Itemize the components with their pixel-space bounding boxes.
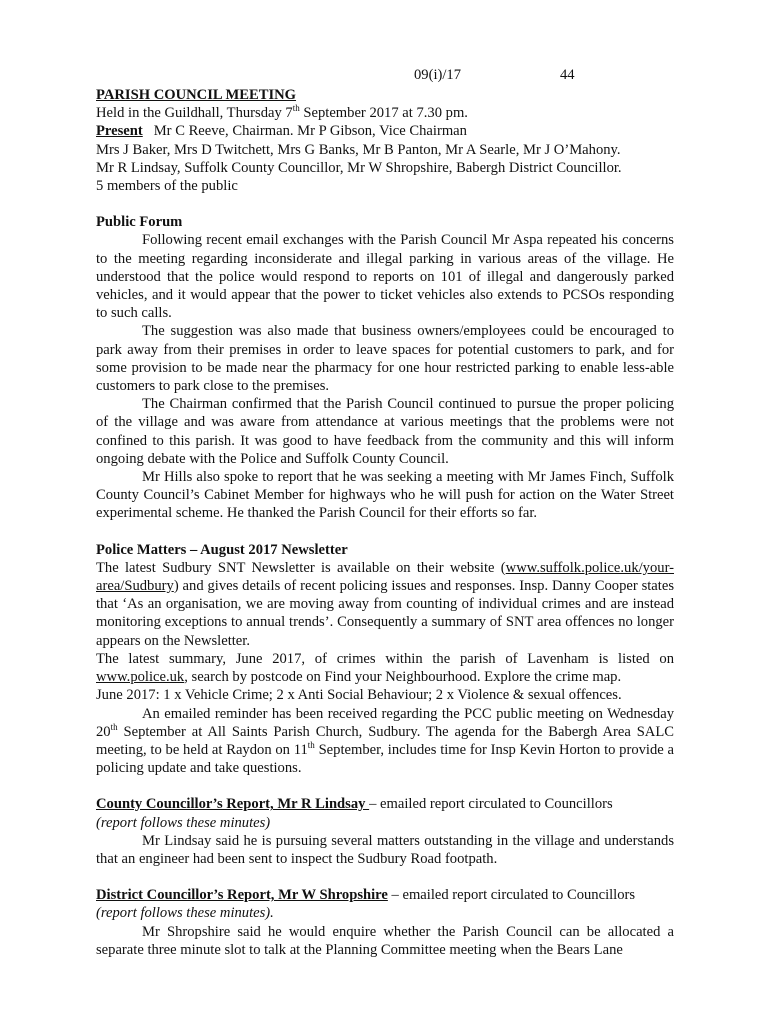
present-line: Present Mr C Reeve, Chairman. Mr P Gibson, Vice Chairman: [96, 123, 467, 140]
page-number: 44: [560, 67, 575, 83]
meeting-details: Held in the Guildhall, Thursday 7th September 2017 at 7.30 pm.: [96, 103, 468, 122]
public-forum-paragraph: The suggestion was also made that business owners/employees could be encouraged to park away from their premises in order to leave spaces for potential customers to park, and for some provision to be made near the pharmacy for one hour restricted parking to enable less-able customers to park close to the premises.: [96, 323, 674, 395]
police-newsletter-paragraph: The latest Sudbury SNT Newsletter is available on their website (www.suffolk.police.uk/your-area/Sudbury) and gives details of recent policing issues and responses. Insp. Danny Cooper states that ‘As an organisation, we are moving away from counting of individual crimes and are instead monitoring exceptions to annual trends’. Consequently a summary of SNT area offences no longer appears on the Newsletter.: [96, 559, 674, 649]
crime-figures: June 2017: 1 x Vehicle Crime; 2 x Anti Social Behaviour; 2 x Violence & sexual offences.: [96, 687, 622, 704]
district-report-paragraph: Mr Shropshire said he would enquire whether the Parish Council can be allocated a separate three minute slot to talk at the Planning Committee meeting when the Bears Lane: [96, 923, 674, 958]
police-uk-link[interactable]: www.police.uk: [96, 669, 185, 686]
present-line-2: Mrs J Baker, Mrs D Twitchett, Mrs G Banks, Mr B Panton, Mr A Searle, Mr J O’Mahony.: [96, 141, 621, 158]
suffolk-police-link[interactable]: www.suffolk.police.uk/your-area/Sudbury: [96, 559, 674, 595]
document-title: PARISH COUNCIL MEETING: [96, 87, 297, 103]
crime-summary-paragraph: The latest summary, June 2017, of crimes within the parish of Lavenham is listed on www.police.uk, search by postcode on Find your Neighbourhood. Explore the crime map.: [96, 650, 674, 686]
present-label: Present: [96, 123, 143, 140]
police-matters-heading: Police Matters – August 2017 Newsletter: [96, 541, 348, 558]
minutes-body: [96, 86, 674, 959]
county-report-note: (report follows these minutes): [96, 814, 271, 831]
document-reference: 09(i)/17: [414, 67, 462, 83]
district-report-note: (report follows these minutes).: [96, 905, 274, 922]
district-councillor-heading: District Councillor’s Report, Mr W Shropshire – emailed report circulated to Councillors: [96, 887, 636, 904]
public-forum-paragraph: The Chairman confirmed that the Parish Council continued to pursue the proper policing of the village and was aware from attendance at various meetings that the problems were not confined to this parish. It was good to have feedback from the community and this will inform ongoing debate with the Police and Suffolk County Council.: [96, 396, 674, 467]
county-report-paragraph: Mr Lindsay said he is pursuing several matters outstanding in the village and understands that an engineer had been sent to inspect the Sudbury Road footpath.: [96, 832, 674, 867]
public-forum-paragraph: Following recent email exchanges with the Parish Council Mr Aspa repeated his concerns to the meeting regarding inconsiderate and illegal parking in various areas of the village. He understood that the police would respond to reports on 101 of illegal and dangerously parked vehicles, and it would appear that the power to ticket vehicles also extends to PCSOs responding to such calls.: [96, 232, 674, 322]
public-attendance: 5 members of the public: [96, 178, 238, 195]
pcc-meeting-paragraph: An emailed reminder has been received regarding the PCC public meeting on Wednesday 20th September at All Saints Parish Church, Sudbury. The agenda for the Babergh Area SALC meeting, to be held at Raydon on 11th September, includes time for Insp Kevin Horton to provide a policing update and take questions.: [96, 705, 674, 777]
county-councillor-heading: County Councillor’s Report, Mr R Lindsay – emailed report circulated to Councillors: [96, 796, 613, 813]
public-forum-paragraph: Mr Hills also spoke to report that he was seeking a meeting with Mr James Finch, Suffolk County Council’s Cabinet Member for highways who he will push for action on the Water Street experimental scheme. He thanked the Parish Council for their efforts so far.: [96, 469, 674, 522]
public-forum-heading: Public Forum: [96, 214, 183, 231]
present-line-3: Mr R Lindsay, Suffolk County Councillor, Mr W Shropshire, Babergh District Councillor.: [96, 159, 622, 176]
